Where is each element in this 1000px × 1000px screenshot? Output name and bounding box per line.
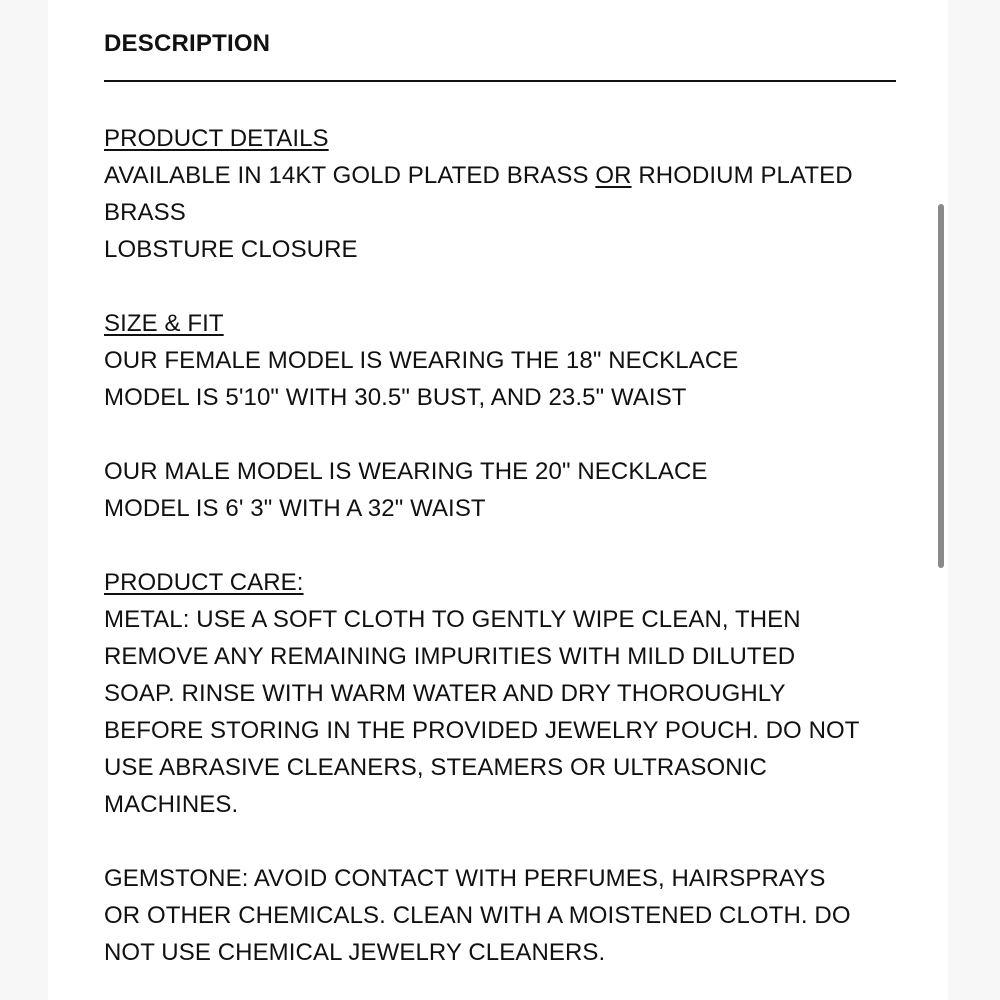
metal-care-line: METAL: USE A SOFT CLOTH TO GENTLY WIPE CLEAN, THEN: [104, 606, 801, 633]
metal-care-line: USE ABRASIVE CLEANERS, STEAMERS OR ULTRASONIC: [104, 754, 767, 781]
spacer: [104, 268, 904, 305]
vertical-scrollbar[interactable]: [938, 204, 944, 568]
female-model-line-2: MODEL IS 5'10" WITH 30.5" BUST, AND 23.5" WAIST: [104, 384, 687, 411]
gemstone-care-line: GEMSTONE: AVOID CONTACT WITH PERFUMES, HAIRSPRAYS: [104, 865, 826, 892]
male-model-line-1: OUR MALE MODEL IS WEARING THE 20" NECKLACE: [104, 458, 708, 485]
gemstone-care-line: OR OTHER CHEMICALS. CLEAN WITH A MOISTENED CLOTH. DO: [104, 902, 851, 929]
gemstone-care-line: NOT USE CHEMICAL JEWELRY CLEANERS.: [104, 939, 606, 966]
materials-text-b: RHODIUM PLATED: [631, 162, 853, 189]
product-details-line-2: BRASS: [104, 199, 186, 226]
title-divider: [104, 80, 896, 82]
description-content: [104, 28, 904, 971]
metal-care-line: SOAP. RINSE WITH WARM WATER AND DRY THOROUGHLY: [104, 680, 786, 707]
female-model-line-1: OUR FEMALE MODEL IS WEARING THE 18" NECKLACE: [104, 347, 739, 374]
male-model-line-2: MODEL IS 6' 3" WITH A 32" WAIST: [104, 495, 486, 522]
size-fit-heading: SIZE & FIT: [104, 310, 224, 337]
spacer: [104, 416, 904, 453]
materials-or: OR: [595, 162, 632, 189]
product-details-line-1: [104, 157, 904, 194]
metal-care-line: REMOVE ANY REMAINING IMPURITIES WITH MILD DILUTED: [104, 643, 796, 670]
product-care-heading: PRODUCT CARE:: [104, 569, 304, 596]
materials-text-a: AVAILABLE IN 14KT GOLD PLATED BRASS: [104, 162, 596, 189]
metal-care-line: BEFORE STORING IN THE PROVIDED JEWELRY POUCH. DO NOT: [104, 717, 860, 744]
metal-care-line: MACHINES.: [104, 791, 239, 818]
description-title: DESCRIPTION: [104, 30, 271, 57]
product-details-line-3: LOBSTURE CLOSURE: [104, 236, 358, 263]
description-body: [104, 120, 904, 971]
spacer: [104, 527, 904, 564]
product-details-heading: PRODUCT DETAILS: [104, 125, 329, 152]
spacer: [104, 823, 904, 860]
product-description-panel: [48, 0, 948, 1000]
